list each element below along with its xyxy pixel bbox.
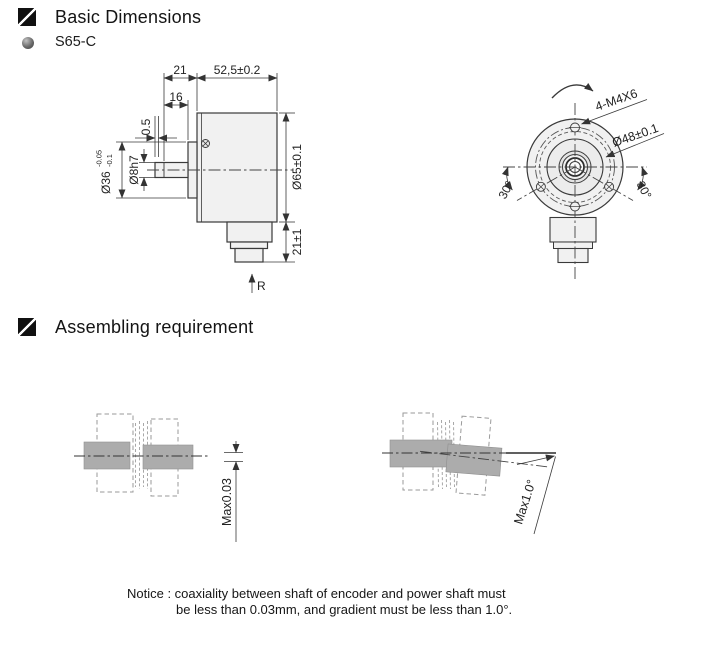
assembly-gradient: [382, 413, 556, 534]
side-view: [147, 113, 293, 262]
dim-36-tol-upper: -0.05: [94, 149, 104, 167]
dim-0-5-label: 0.5: [139, 118, 153, 136]
gradient-max-label: Max1.0°: [511, 477, 539, 527]
screw-icon: [202, 140, 210, 148]
dim-16-label: 16: [169, 90, 183, 104]
assembly-coaxiality: [74, 414, 243, 542]
notice-line-1: Notice : coaxiality between shaft of encoder and power shaft must: [127, 586, 506, 601]
coaxiality-max-label: Max0.03: [220, 478, 234, 526]
encoder-body: [197, 113, 277, 222]
front-view: [496, 85, 664, 279]
model-name: S65-C: [55, 34, 97, 50]
section-title-assembling: Assembling requirement: [55, 317, 254, 337]
screw-spec-label: 4-M4X6: [593, 86, 640, 114]
page-title: Basic Dimensions: [55, 7, 202, 27]
dim-52-5-label: 52,5±0.2: [213, 63, 261, 77]
dim-8h7-label: Ø8h7: [127, 155, 141, 185]
power-shaft-block: [143, 445, 193, 469]
angle-right-label: 30°: [633, 178, 655, 202]
dim-36-tol-lower: -0.1: [105, 154, 114, 167]
dim-36-label: Ø36: [99, 171, 113, 194]
connector-collar: [554, 242, 593, 249]
dim-21-1-label: 21±1: [290, 228, 304, 256]
dim-21-label: 21: [173, 63, 187, 77]
rotation-arrow-icon: [552, 85, 593, 98]
connector-plug: [235, 249, 263, 263]
connector-collar: [231, 242, 268, 249]
angle-left-label: 30°: [495, 178, 517, 202]
assembly-notice: [127, 586, 512, 617]
dim-65-label: Ø65±0.1: [290, 144, 304, 190]
notice-line-2: be less than 0.03mm, and gradient must be less than 1.0°.: [176, 601, 513, 617]
connector-base: [227, 222, 272, 242]
radial-direction-label: R: [257, 279, 266, 293]
dim-boss-label-group: [95, 150, 115, 194]
connector-base: [550, 218, 596, 243]
bolt-circle-label: Ø48±0.1: [610, 121, 661, 150]
connector-plug: [558, 249, 588, 263]
